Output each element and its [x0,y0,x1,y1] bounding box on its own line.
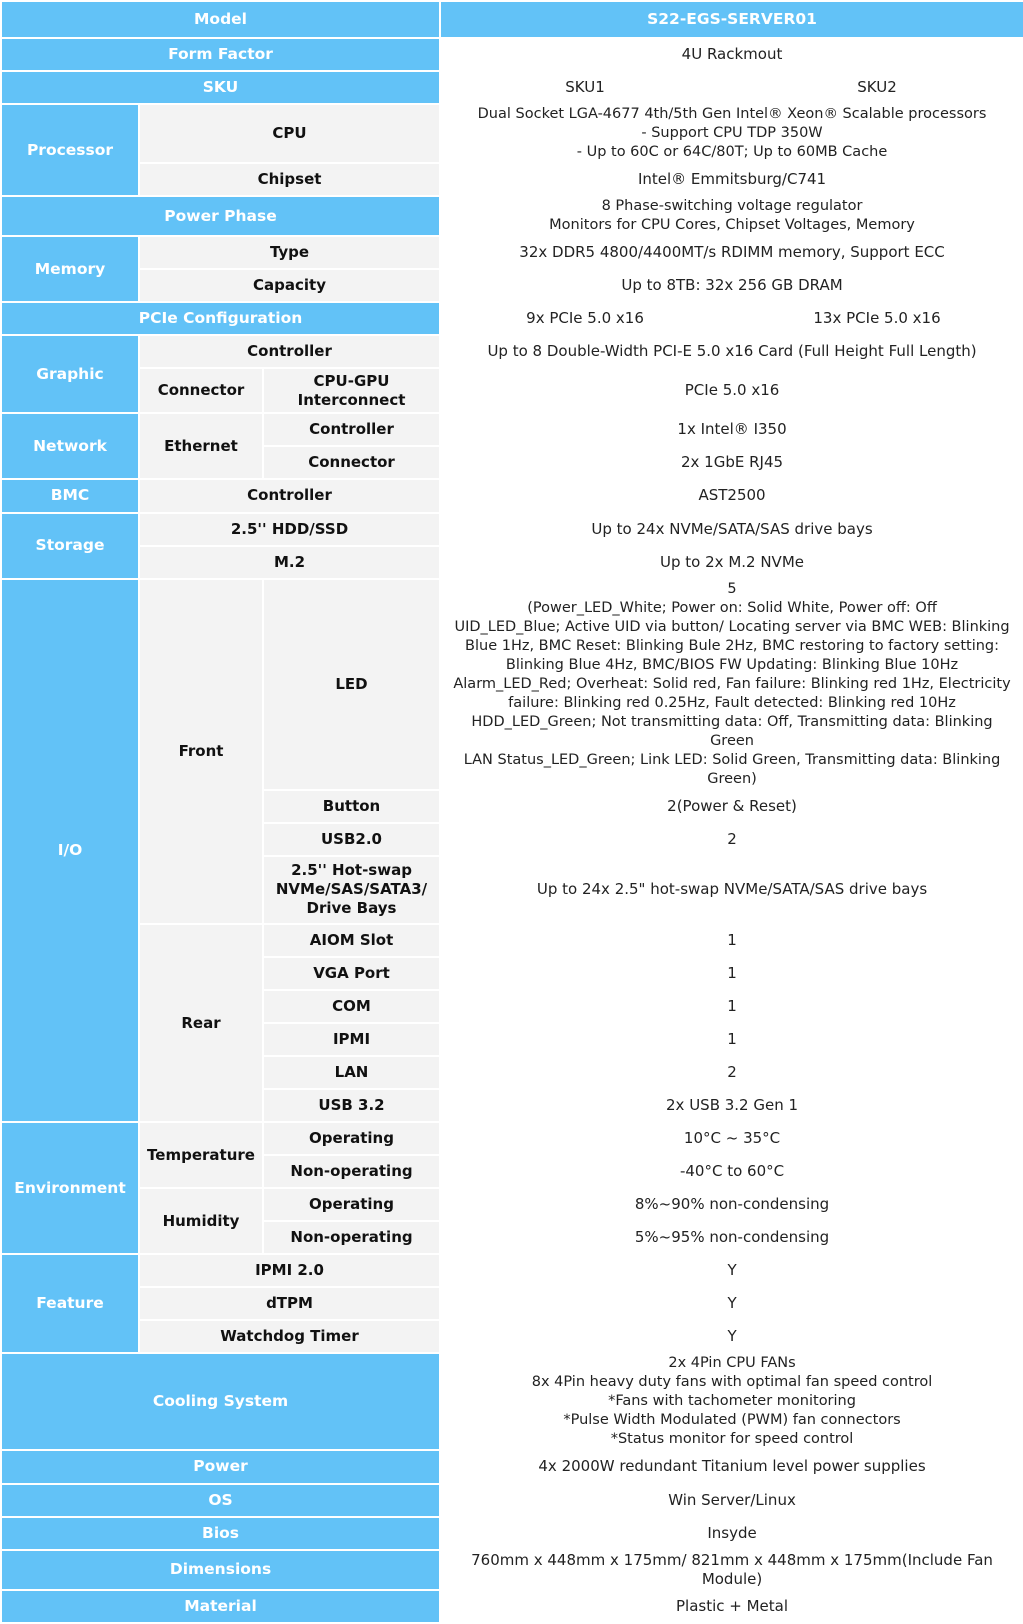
dimensions-value: 760mm x 448mm x 175mm/ 821mm x 448mm x 175mm(Include Fan Module) [440,1550,1023,1590]
power-phase-label: Power Phase [1,196,440,236]
cpu-line-2: - Support CPU TDP 350W [641,125,823,142]
row-power-phase [1,196,1023,236]
row-io-led [1,579,1023,790]
rear-label: Rear [139,924,263,1122]
com-value: 1 [440,990,1023,1023]
temperature-label: Temperature [139,1122,263,1188]
led-line: LAN Status_LED_Green; Link LED: Solid Green, Transmitting data: Blinking [463,751,1001,768]
vga-label: VGA Port [263,957,440,990]
pcie-label: PCIe Configuration [1,302,440,335]
dtpm-value: Y [440,1287,1023,1320]
network-connector-label: Connector [263,446,440,479]
pcie-sku2-value: 13x PCIe 5.0 x16 [730,302,1023,335]
bios-value: Insyde [440,1517,1023,1550]
processor-label: Processor [1,104,139,196]
form-factor-label: Form Factor [1,38,440,71]
network-label: Network [1,413,139,479]
m2-label: M.2 [139,546,440,579]
io-ipmi-label: IPMI [263,1023,440,1056]
ethernet-label: Ethernet [139,413,263,479]
environment-label: Environment [1,1122,139,1254]
m2-value: Up to 2x M.2 NVMe [440,546,1023,579]
bmc-controller-label: Controller [139,479,440,512]
usb20-value: 2 [440,823,1023,856]
pcie-sku1-value: 9x PCIe 5.0 x16 [440,302,730,335]
row-env-temp-op [1,1122,1023,1155]
cooling-line: 2x 4Pin CPU FANs [668,1355,796,1372]
cooling-line: *Status monitor for speed control [610,1431,854,1448]
row-storage-hdd [1,513,1023,546]
hum-operating-value: 8%~90% non-condensing [440,1188,1023,1221]
memory-capacity-label: Capacity [139,269,440,302]
hum-operating-label: Operating [263,1188,440,1221]
cpu-line-1: Dual Socket LGA-4677 4th/5th Gen Intel® Xeon® Scalable processors [477,106,987,123]
cpu-label: CPU [139,104,440,163]
power-phase-line-2: Monitors for CPU Cores, Chipset Voltages, Memory [549,217,915,234]
led-label: LED [263,579,440,790]
bmc-controller-value: AST2500 [440,479,1023,512]
row-feature-dtpm [1,1287,1023,1320]
row-graphic-controller [1,335,1023,368]
model-value: S22-EGS-SERVER01 [440,1,1023,38]
io-label: I/O [1,579,139,1123]
row-os [1,1484,1023,1517]
memory-type-label: Type [139,236,440,269]
front-label: Front [139,579,263,924]
row-io-aiom [1,924,1023,957]
row-network-controller [1,413,1023,446]
hotswap-line-2: NVMe/SAS/SATA3/ [275,880,428,899]
bios-label: Bios [1,1517,440,1550]
hotswap-line-1: 2.5'' Hot-swap [291,861,412,880]
graphic-controller-value: Up to 8 Double-Width PCI-E 5.0 x16 Card (Full Height Full Length) [440,335,1023,368]
material-label: Material [1,1590,440,1623]
dtpm-label: dTPM [139,1287,440,1320]
row-memory-capacity [1,269,1023,302]
row-sku [1,71,1023,104]
cpu-value [440,104,1023,163]
io-ipmi-value: 1 [440,1023,1023,1056]
graphic-controller-label: Controller [139,335,440,368]
temp-nonop-value: -40°C to 60°C [440,1155,1023,1188]
temp-operating-label: Operating [263,1122,440,1155]
led-line: Green [710,732,754,749]
usb32-value: 2x USB 3.2 Gen 1 [440,1089,1023,1122]
hotswap-line-3: Drive Bays [306,899,397,918]
network-controller-value: 1x Intel® I350 [440,413,1023,446]
material-value: Plastic + Metal [440,1590,1023,1623]
dimensions-label: Dimensions [1,1550,440,1590]
os-label: OS [1,1484,440,1517]
led-line: Green) [707,770,757,787]
cooling-value [440,1353,1023,1450]
interconnect-line-2: Interconnect [297,390,406,409]
memory-capacity-value: Up to 8TB: 32x 256 GB DRAM [440,269,1023,302]
graphic-label: Graphic [1,335,139,413]
os-value: Win Server/Linux [440,1484,1023,1517]
row-feature-watchdog [1,1320,1023,1353]
led-line: 5 [727,580,737,597]
hdd-label: 2.5'' HDD/SSD [139,513,440,546]
usb20-label: USB2.0 [263,823,440,856]
chipset-label: Chipset [139,163,440,196]
led-line: Blue 1Hz, BMC Reset: Blinking Bule 2Hz, BMC restoring to factory setting: [465,637,1000,654]
hotswap-label [263,856,440,924]
form-factor-value: 4U Rackmout [440,38,1023,71]
row-storage-m2 [1,546,1023,579]
interconnect-label [263,368,440,413]
row-bios [1,1517,1023,1550]
cooling-line: *Pulse Width Modulated (PWM) fan connectors [563,1412,901,1429]
graphic-connector-label: Connector [139,368,263,413]
row-processor-chipset [1,163,1023,196]
bmc-label: BMC [1,479,139,512]
lan-value: 2 [440,1056,1023,1089]
temp-operating-value: 10°C ~ 35°C [440,1122,1023,1155]
row-processor-cpu [1,104,1023,163]
cooling-label: Cooling System [1,1353,440,1450]
aiom-value: 1 [440,924,1023,957]
network-connector-value: 2x 1GbE RJ45 [440,446,1023,479]
row-model [1,1,1023,38]
row-graphic-connector [1,368,1023,413]
humidity-label: Humidity [139,1188,263,1254]
com-label: COM [263,990,440,1023]
hotswap-value: Up to 24x 2.5" hot-swap NVMe/SATA/SAS drive bays [440,856,1023,924]
button-value: 2(Power & Reset) [440,790,1023,823]
cooling-line: *Fans with tachometer monitoring [608,1393,856,1410]
feature-label: Feature [1,1254,139,1353]
row-dimensions [1,1550,1023,1590]
lan-label: LAN [263,1056,440,1089]
row-feature-ipmi [1,1254,1023,1287]
led-line: HDD_LED_Green; Not transmitting data: Off, Transmitting data: Blinking [471,713,993,730]
row-material [1,1590,1023,1623]
feature-ipmi-label: IPMI 2.0 [139,1254,440,1287]
network-controller-label: Controller [263,413,440,446]
storage-label: Storage [1,513,139,579]
feature-ipmi-value: Y [440,1254,1023,1287]
hum-nonop-value: 5%~95% non-condensing [440,1221,1023,1254]
interconnect-value: PCIe 5.0 x16 [440,368,1023,413]
hum-nonop-label: Non-operating [263,1221,440,1254]
model-label: Model [1,1,440,38]
row-bmc [1,479,1023,512]
led-line: Blinking Blue 4Hz, BMC/BIOS FW Updating: Blinking Blue 10Hz [505,656,959,673]
led-line: failure: Blinking red 0.25Hz, Fault detected: Blinking red 10Hz [508,694,956,711]
vga-value: 1 [440,957,1023,990]
power-phase-value [440,196,1023,236]
cooling-line: 8x 4Pin heavy duty fans with optimal fan speed control [531,1374,933,1391]
interconnect-line-1: CPU-GPU [313,371,390,390]
memory-label: Memory [1,236,139,302]
button-label: Button [263,790,440,823]
memory-type-value: 32x DDR5 4800/4400MT/s RDIMM memory, Support ECC [440,236,1023,269]
chipset-value: Intel® Emmitsburg/C741 [440,163,1023,196]
sku1-value: SKU1 [440,71,730,104]
watchdog-label: Watchdog Timer [139,1320,440,1353]
sku-label: SKU [1,71,440,104]
aiom-label: AIOM Slot [263,924,440,957]
power-phase-line-1: 8 Phase-switching voltage regulator [601,198,863,215]
led-line: UID_LED_Blue; Active UID via button/ Locating server via BMC WEB: Blinking [454,618,1010,635]
row-memory-type [1,236,1023,269]
power-label: Power [1,1450,440,1483]
led-line: (Power_LED_White; Power on: Solid White, Power off: Off [527,599,937,616]
temp-nonop-label: Non-operating [263,1155,440,1188]
row-pcie [1,302,1023,335]
row-power [1,1450,1023,1483]
watchdog-value: Y [440,1320,1023,1353]
usb32-label: USB 3.2 [263,1089,440,1122]
hdd-value: Up to 24x NVMe/SATA/SAS drive bays [440,513,1023,546]
led-line: Alarm_LED_Red; Overheat: Solid red, Fan failure: Blinking red 1Hz, Electricity [453,675,1011,692]
row-cooling [1,1353,1023,1450]
led-value [440,579,1023,790]
sku2-value: SKU2 [730,71,1023,104]
power-value: 4x 2000W redundant Titanium level power supplies [440,1450,1023,1483]
row-env-hum-op [1,1188,1023,1221]
row-form-factor [1,38,1023,71]
cpu-line-3: - Up to 60C or 64C/80T; Up to 60MB Cache [576,144,888,161]
